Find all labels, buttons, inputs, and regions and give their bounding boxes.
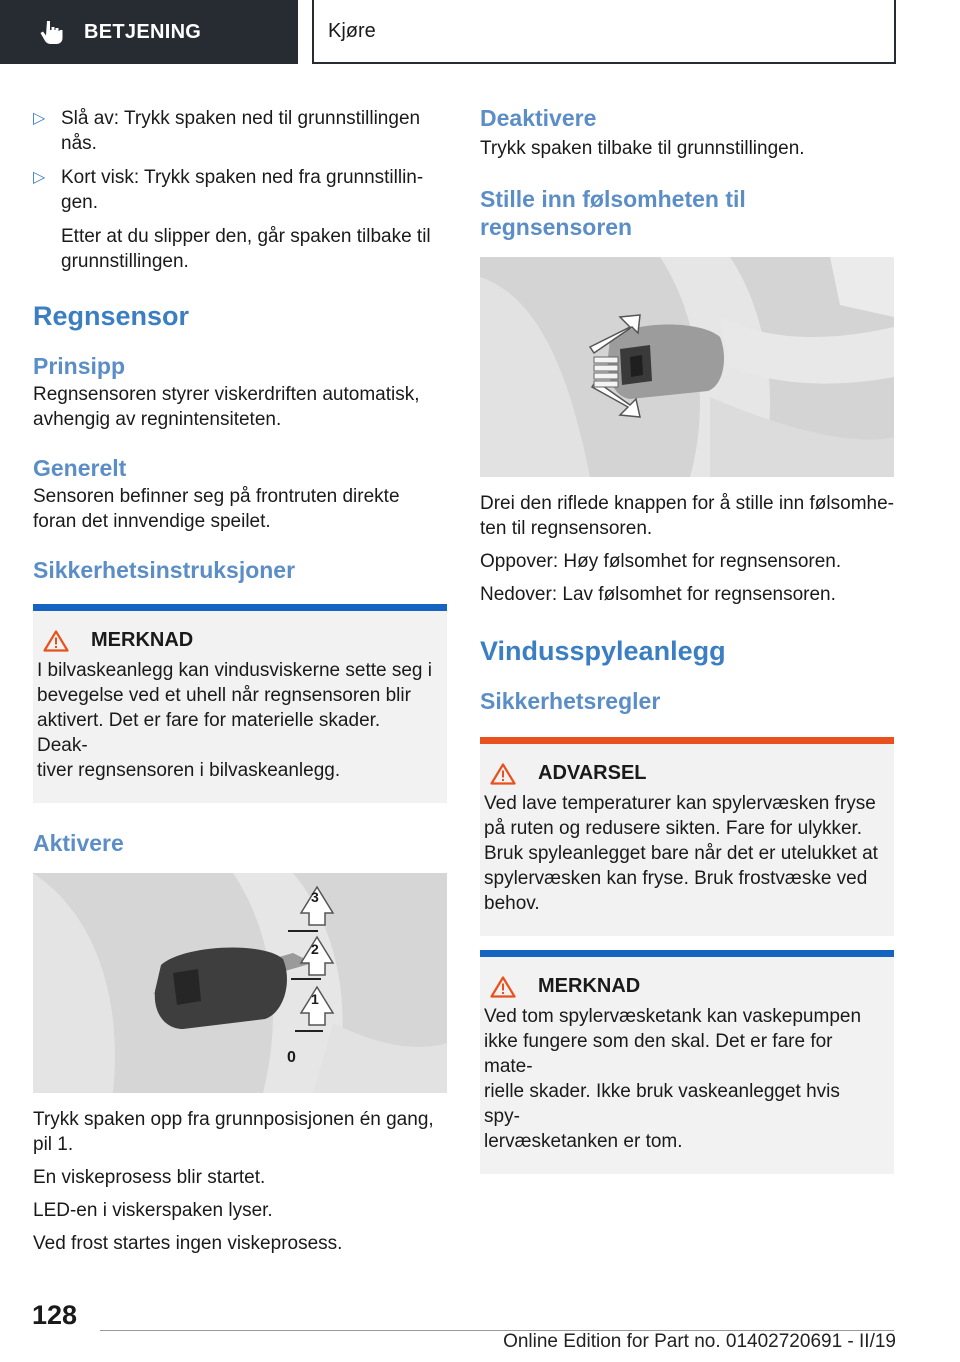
note-header [43, 629, 433, 652]
heading-deaktivere: Deaktivere [480, 105, 597, 131]
warning-line: på ruten og redusere sikten. Fare for ulykker. [484, 818, 863, 839]
section-title: BETJENING [84, 20, 202, 43]
note-line: ikke fungere som den skal. Det er fare for mate- [484, 1031, 833, 1077]
hand-pointer-icon [38, 19, 64, 45]
paragraph-line: Sensoren befinner seg på frontruten direkte [33, 486, 400, 507]
warning-triangle-icon [490, 976, 516, 998]
heading-stille-inn: Stille inn følsomheten til [480, 186, 746, 212]
arrow-label-3: 3 [311, 889, 319, 905]
sensitivity-wheel-figure [480, 257, 894, 477]
left-column [33, 100, 447, 1256]
warning-line: Bruk spyleanlegget bare når det er utelukket at [484, 843, 878, 864]
warning-box [480, 737, 894, 936]
right-column [480, 100, 894, 1174]
heading-sikkerhetsregler: Sikkerhetsregler [480, 688, 661, 714]
heading-generelt: Generelt [33, 455, 127, 481]
paragraph-line: Oppover: Høy følsomhet for regnsensoren. [480, 551, 842, 572]
heading-vindusspyleanlegg: Vindusspyleanlegg [480, 636, 726, 666]
heading-prinsipp: Prinsipp [33, 353, 126, 379]
wiper-lever-illustration [33, 873, 447, 1093]
warning-title: ADVARSEL [538, 762, 647, 784]
warning-line: behov. [484, 893, 540, 914]
note-line: I bilvaskeanlegg kan vindusviskerne sette seg i [37, 660, 433, 681]
footer-edition: Online Edition for Part no. 01402720691 - II/19 [503, 1331, 896, 1352]
bullet-line: grunnstillingen. [61, 251, 189, 272]
arrow-label-1: 1 [311, 991, 319, 1007]
paragraph-line: foran det innvendige speilet. [33, 511, 271, 532]
note-line: aktivert. Det er fare for materielle skader. Deak- [37, 710, 381, 756]
list-item [33, 165, 447, 274]
wiper-lever-figure [33, 873, 447, 1093]
paragraph-line: ten til regnsensoren. [480, 518, 653, 539]
sensitivity-wheel-illustration [480, 257, 894, 477]
note-line: tiver regnsensoren i bilvaskeanlegg. [37, 760, 341, 781]
paragraph-line: LED-en i viskerspaken lyser. [33, 1200, 273, 1221]
paragraph-line: pil 1. [33, 1134, 74, 1155]
arrow-label-2: 2 [311, 941, 319, 957]
chapter-box [312, 0, 896, 64]
paragraph-line: Drei den riflede knappen for å stille inn følsomhe- [480, 493, 894, 514]
warning-header [490, 762, 880, 785]
note-line: Ved tom spylervæsketank kan vaskepumpen [484, 1006, 862, 1027]
warning-line: spylervæsken kan fryse. Bruk frostvæske ved [484, 868, 868, 889]
paragraph-line: Ved frost startes ingen viskeprosess. [33, 1233, 343, 1254]
note-title: MERKNAD [538, 975, 641, 997]
paragraph-line: avhengig av regnintensiteten. [33, 409, 282, 430]
list-item [33, 106, 447, 156]
paragraph-line: Regnsensoren styrer viskerdriften automatisk, [33, 384, 420, 405]
heading-aktivere: Aktivere [33, 830, 124, 856]
note-line: lervæsketanken er tom. [484, 1131, 683, 1152]
paragraph-line: Trykk spaken tilbake til grunnstillingen. [480, 138, 805, 159]
arrow-label-0: 0 [287, 1049, 296, 1066]
bullet-line: Slå av: Trykk spaken ned til grunnstillingen [61, 108, 421, 129]
triangle-bullet-icon: ▷ [33, 110, 46, 127]
paragraph-line: En viskeprosess blir startet. [33, 1167, 266, 1188]
warning-line: Ved lave temperaturer kan spylervæsken fryse [484, 793, 876, 814]
bullet-line: gen. [61, 192, 98, 213]
note-title: MERKNAD [91, 629, 194, 651]
bullet-line: Etter at du slipper den, går spaken tilbake til [61, 226, 431, 247]
heading-regnsensor: Regnsensor [33, 301, 190, 331]
warning-triangle-icon [490, 763, 516, 785]
bullet-line: nås. [61, 133, 97, 154]
heading-stille-inn-line2: regnsensoren [480, 214, 633, 240]
paragraph-line: Trykk spaken opp fra grunnposisjonen én gang, [33, 1109, 434, 1130]
bullet-line: Kort visk: Trykk spaken ned fra grunnstillin- [61, 167, 424, 188]
chapter-title: Kjøre [328, 19, 376, 42]
note-box [33, 604, 447, 803]
note-box [480, 950, 894, 1174]
paragraph-line: Nedover: Lav følsomhet for regnsensoren. [480, 584, 836, 605]
page-number: 128 [32, 1300, 78, 1330]
note-line: bevegelse ved et uhell når regnsensoren blir [37, 685, 411, 706]
section-tab [0, 0, 298, 64]
triangle-bullet-icon: ▷ [33, 169, 46, 186]
note-line: rielle skader. Ikke bruk vaskeanlegget hvis spy- [484, 1081, 840, 1127]
warning-triangle-icon [43, 630, 69, 652]
note-header [490, 975, 880, 998]
heading-sikkerhetsinstruksjoner: Sikkerhetsinstruksjoner [33, 557, 296, 583]
